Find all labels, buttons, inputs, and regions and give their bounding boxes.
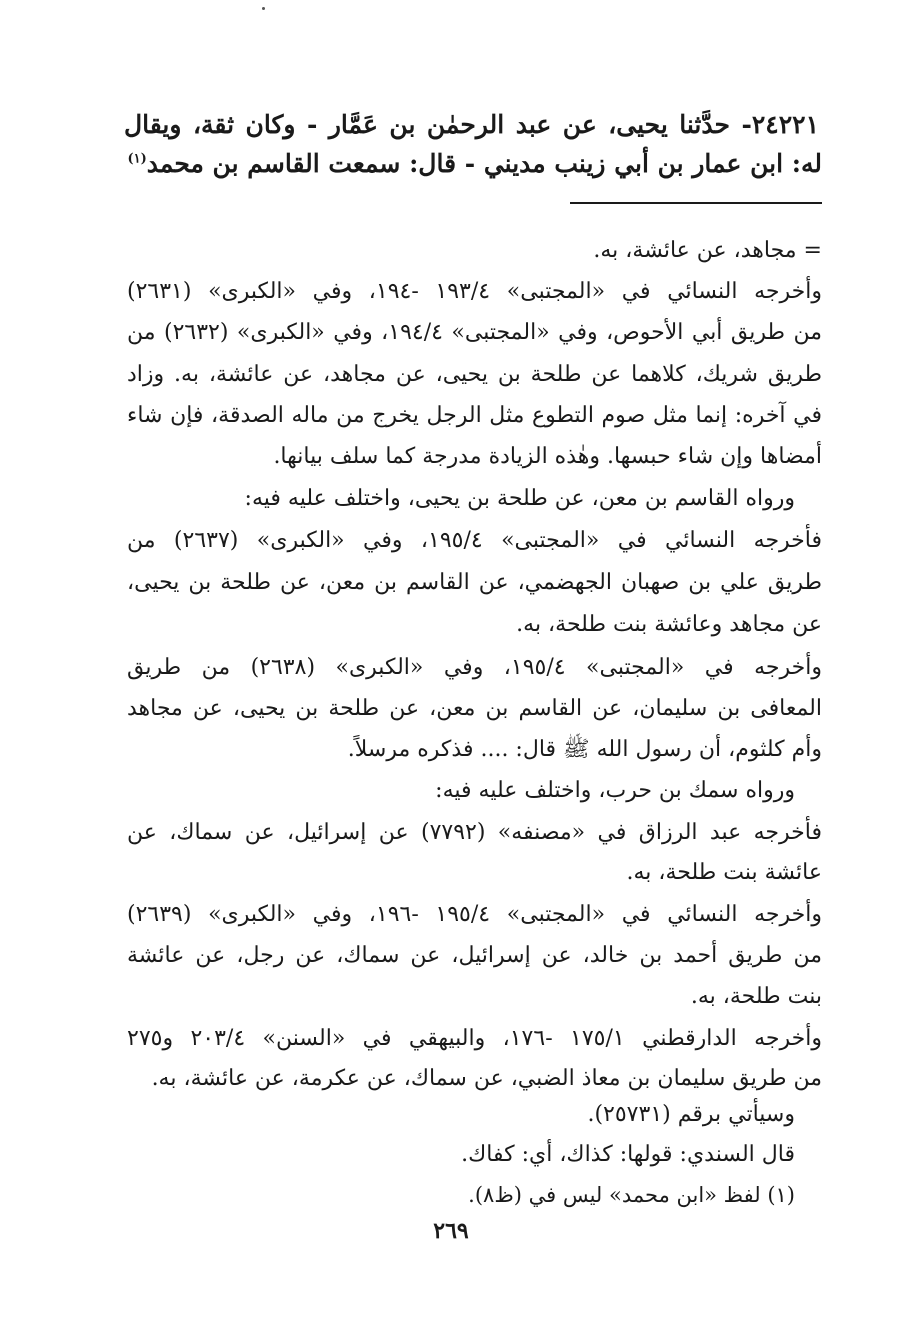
commentary-line: فأخرجه النسائي في «المجتبى» ١٩٥/٤، وفي «الكبرى» (٢٦٣٧) من (127, 528, 822, 553)
commentary-line: وأخرجه النسائي في «المجتبى» ١٩٥/٤ -١٩٦، وفي «الكبرى» (٢٦٣٩) (127, 902, 822, 927)
footnote-separator (570, 202, 822, 204)
commentary-line: وأم كلثوم، أن رسول الله ﷺ قال: .... فذكره مرسلاً. (347, 737, 822, 762)
commentary-line: وأخرجه الدارقطني ١٧٥/١ -١٧٦، والبيهقي في «السنن» ٢٠٣/٤ و٢٧٥ (127, 1026, 822, 1051)
scan-speck (262, 7, 265, 10)
hadith-line-1-text: ٢٤٢٢١- حدَّثنا يحيى، عن عبد الرحمٰن بن عَمَّار - وكان ثقة، ويقال (124, 110, 819, 139)
commentary-line: وأخرجه النسائي في «المجتبى» ١٩٣/٤ -١٩٤، وفي «الكبرى» (٢٦٣١) (127, 279, 822, 304)
commentary-line: طريق علي بن صهبان الجهضمي، عن القاسم بن معن، عن طلحة بن يحيى، (127, 570, 822, 595)
commentary-line: من طريق أحمد بن خالد، عن إسرائيل، عن سماك، عن رجل، عن عائشة (127, 943, 822, 968)
commentary-line: أمضاها وإن شاء حبسها. وهٰذه الزيادة مدرجة كما سلف بيانها. (273, 444, 822, 469)
commentary-line: ورواه القاسم بن معن، عن طلحة بن يحيى، واختلف عليه فيه: (244, 486, 795, 511)
commentary-line: وأخرجه في «المجتبى» ١٩٥/٤، وفي «الكبرى» (٢٦٣٨) من طريق (127, 655, 822, 680)
commentary-line: بنت طلحة، به. (690, 984, 822, 1009)
commentary-line: في آخره: إنما مثل صوم التطوع مثل الرجل يخرج من ماله الصدقة، فإن شاء (127, 403, 822, 428)
page-number: ٢٦٩ (433, 1218, 469, 1244)
footnote-1 (468, 1185, 795, 1206)
hadith-line-2-text: له: ابن عمار بن أبي زينب مديني - قال: سمعت القاسم بن محمد (146, 149, 822, 178)
commentary-line: وسيأتي برقم (٢٥٧٣١). (587, 1102, 795, 1127)
commentary-line: المعافى بن سليمان، عن القاسم بن معن، عن طلحة بن يحيى، عن مجاهد (127, 696, 822, 721)
commentary-line: طريق شريك، كلاهما عن طلحة بن يحيى، عن مجاهد، عن عائشة، به. وزاد (127, 362, 822, 387)
commentary-line: عائشة بنت طلحة، به. (626, 860, 822, 885)
commentary-line: من طريق أبي الأحوص، وفي «المجتبى» ١٩٤/٤، وفي «الكبرى» (٢٦٣٢) من (127, 320, 822, 345)
hadith-line-1 (124, 112, 819, 137)
hadith-line-2 (127, 151, 822, 176)
commentary-line: = مجاهد، عن عائشة، به. (593, 238, 822, 263)
footnote-reference: (١) (127, 151, 147, 167)
commentary-line: فأخرجه عبد الرزاق في «مصنفه» (٧٧٩٢) عن إسرائيل، عن سماك، عن (127, 820, 822, 845)
commentary-line: عن مجاهد وعائشة بنت طلحة، به. (516, 612, 822, 637)
commentary-line: من طريق سليمان بن معاذ الضبي، عن سماك، عن عكرمة، عن عائشة، به. (151, 1066, 822, 1091)
commentary-line: ورواه سمك بن حرب، واختلف عليه فيه: (435, 778, 795, 803)
commentary-line: قال السندي: قولها: كذاك، أي: كفاك. (461, 1142, 795, 1167)
footnote-1-text: (١) لفظ «ابن محمد» ليس في (ظ٨). (468, 1183, 795, 1207)
